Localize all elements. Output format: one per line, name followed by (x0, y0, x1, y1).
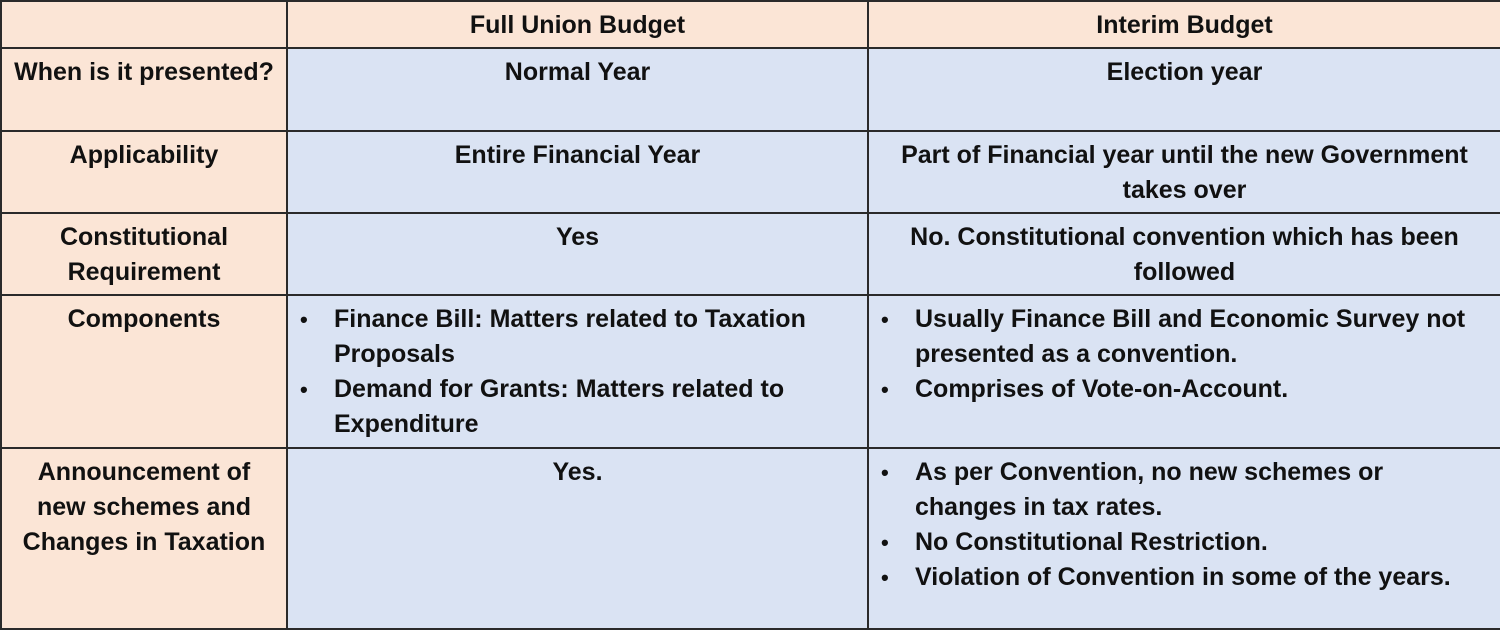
list-item (877, 525, 1490, 560)
cell-full-announcement: Yes. (287, 448, 868, 629)
table-row-announcement (1, 448, 1500, 629)
header-interim-budget: Interim Budget (868, 1, 1500, 48)
row-label-when-presented: When is it presented? (1, 48, 287, 131)
list-item-text: Finance Bill: Matters related to Taxation Proposals (334, 305, 806, 368)
row-label-announcement: Announcement of new schemes and Changes in Taxation (1, 448, 287, 629)
list-item-text: Usually Finance Bill and Economic Survey not presented as a convention. (915, 305, 1466, 368)
list-item-text: Demand for Grants: Matters related to Expenditure (334, 375, 785, 438)
bullet-icon: • (881, 565, 889, 590)
cell-full-components (287, 295, 868, 448)
bullet-icon: • (881, 530, 889, 555)
bullet-icon: • (881, 460, 889, 485)
list-item (877, 302, 1490, 372)
table-row-constitutional-requirement (1, 213, 1500, 295)
cell-interim-when-presented: Election year (868, 48, 1500, 131)
list-item-text: Violation of Convention in some of the years. (915, 563, 1451, 591)
cell-interim-announcement (868, 448, 1500, 629)
bullet-icon: • (881, 377, 889, 402)
header-row (1, 1, 1500, 48)
bullet-list (296, 302, 857, 442)
bullet-icon: • (300, 307, 308, 332)
list-item (877, 455, 1490, 525)
bullet-icon: • (300, 377, 308, 402)
list-item (296, 302, 857, 372)
cell-full-applicability: Entire Financial Year (287, 131, 868, 213)
cell-interim-components (868, 295, 1500, 448)
list-item (877, 560, 1490, 595)
cell-full-constitutional-requirement: Yes (287, 213, 868, 295)
corner-cell (1, 1, 287, 48)
list-item (296, 372, 857, 442)
table-row-when-presented (1, 48, 1500, 131)
list-item-text: No Constitutional Restriction. (915, 528, 1268, 556)
list-item (877, 372, 1490, 407)
bullet-list (877, 302, 1490, 407)
list-item-text: As per Convention, no new schemes or changes in tax rates. (915, 458, 1384, 521)
table-row-components (1, 295, 1500, 448)
row-label-components: Components (1, 295, 287, 448)
cell-full-when-presented: Normal Year (287, 48, 868, 131)
row-label-applicability: Applicability (1, 131, 287, 213)
cell-interim-constitutional-requirement: No. Constitutional convention which has been followed (868, 213, 1500, 295)
bullet-icon: • (881, 307, 889, 332)
cell-interim-applicability: Part of Financial year until the new Government takes over (868, 131, 1500, 213)
list-item-text: Comprises of Vote-on-Account. (915, 375, 1289, 403)
row-label-constitutional-requirement: Constitutional Requirement (1, 213, 287, 295)
bullet-list (877, 455, 1490, 595)
table-row-applicability (1, 131, 1500, 213)
header-full-union-budget: Full Union Budget (287, 1, 868, 48)
